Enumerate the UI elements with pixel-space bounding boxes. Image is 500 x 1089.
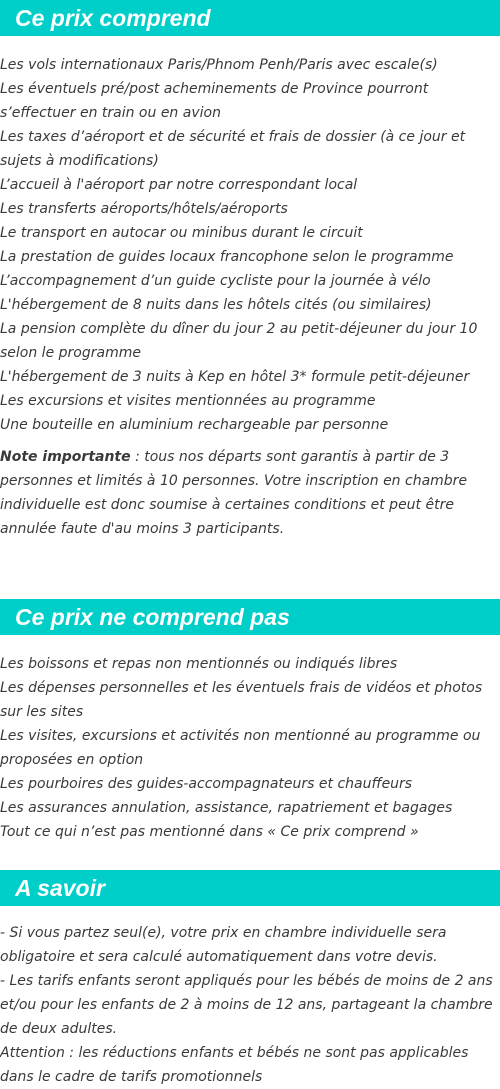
important-note xyxy=(0,445,500,541)
list-item: - Si vous partez seul(e), votre prix en chambre individuelle sera obligatoire et sera calculé automatiquement dans votre devis. xyxy=(0,925,447,965)
list-item: L’accueil à l'aéroport par notre correspondant local xyxy=(0,177,358,193)
list-item: Une bouteille en aluminium rechargeable par personne xyxy=(0,417,389,433)
list-item: Les transferts aéroports/hôtels/aéroports xyxy=(0,201,288,217)
section-title-not-included: Ce prix ne comprend pas xyxy=(0,599,500,635)
section-title-good-to-know: A savoir xyxy=(0,870,500,906)
list-item: La pension complète du dîner du jour 2 au petit-déjeuner du jour 10 selon le programme xyxy=(0,321,478,361)
included-list xyxy=(0,53,500,437)
list-item: Les excursions et visites mentionnées au programme xyxy=(0,393,376,409)
list-item: La prestation de guides locaux francophone selon le programme xyxy=(0,249,454,265)
list-item: - Les tarifs enfants seront appliqués pour les bébés de moins de 2 ans et/ou pour les enfants de 2 à moins de 12 ans, partageant la chambre de deux adultes. xyxy=(0,973,493,1037)
list-item: Tout ce qui n’est pas mentionné dans « Ce prix comprend » xyxy=(0,824,419,840)
list-item: Le transport en autocar ou minibus durant le circuit xyxy=(0,225,363,241)
not-included-list xyxy=(0,652,500,844)
list-item: Les visites, excursions et activités non mentionné au programme ou proposées en option xyxy=(0,728,481,768)
section-good-to-know xyxy=(0,870,500,1089)
list-item: Attention : les réductions enfants et bébés ne sont pas applicables dans le cadre de tarifs promotionnels xyxy=(0,1045,469,1085)
list-item: Les assurances annulation, assistance, rapatriement et bagages xyxy=(0,800,453,816)
list-item: Les pourboires des guides-accompagnateurs et chauffeurs xyxy=(0,776,413,792)
good-to-know-list xyxy=(0,921,500,1089)
section-not-included xyxy=(0,599,500,844)
list-item: Les vols internationaux Paris/Phnom Penh/Paris avec escale(s) xyxy=(0,57,438,73)
list-item: Les taxes d’aéroport et de sécurité et frais de dossier (à ce jour et sujets à modifications) xyxy=(0,129,466,169)
list-item: L'hébergement de 8 nuits dans les hôtels cités (ou similaires) xyxy=(0,297,432,313)
list-item: Les dépenses personnelles et les éventuels frais de vidéos et photos sur les sites xyxy=(0,680,483,720)
list-item: Les boissons et repas non mentionnés ou indiqués libres xyxy=(0,656,398,672)
list-item: L’accompagnement d’un guide cycliste pour la journée à vélo xyxy=(0,273,431,289)
list-item: L'hébergement de 3 nuits à Kep en hôtel 3* formule petit-déjeuner xyxy=(0,369,470,385)
list-item: Les éventuels pré/post acheminements de Province pourront s’effectuer en train ou en avion xyxy=(0,81,429,121)
section-title-included: Ce prix comprend xyxy=(0,0,500,36)
note-text: : tous nos départs sont garantis à partir de 3 personnes et limités à 10 personnes. Votre inscription en chambre individuelle est donc soumise à certaines conditions et peut être annulée faute d'au moins 3 participants. xyxy=(0,449,468,537)
note-label: Note importante xyxy=(0,449,131,465)
section-included xyxy=(0,0,500,541)
